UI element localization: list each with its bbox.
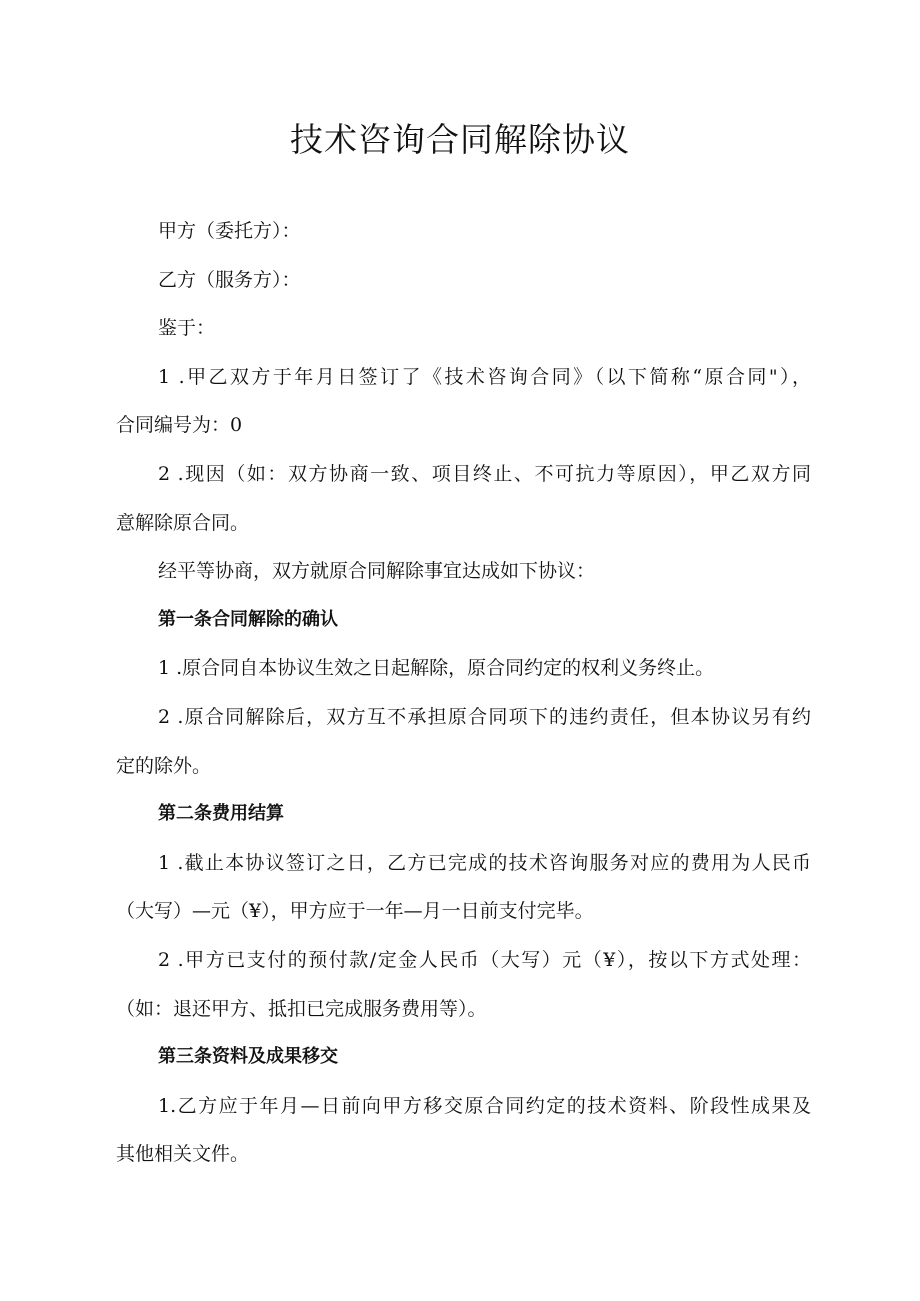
paragraph-line: 其他相关文件。 (116, 1143, 250, 1166)
paragraph-line: 2 .原合同解除后，双方互不承担原合同项下的违约责任，但本协议另有约 (158, 705, 811, 728)
whereas-line: 鉴于： (158, 317, 216, 340)
paragraph-line: 1 .截止本协议签订之日，乙方已完成的技术咨询服务对应的费用为人民币 (158, 851, 811, 874)
paragraph-line: 1.乙方应于年月—日前向甲方移交原合同约定的技术资料、阶段性成果及 (158, 1094, 811, 1117)
paragraph-line: 意解除原合同。 (116, 511, 250, 534)
paragraph-line: 2 .甲方已支付的预付款/定金人民币（大写）元（¥），按以下方式处理： (158, 948, 811, 971)
party-b-line: 乙方（服务方）： (158, 268, 301, 291)
paragraph-line: （大写）—元（¥），甲方应于一年—月一日前支付完毕。 (116, 900, 594, 923)
paragraph-line: 合同编号为：0 (116, 414, 243, 437)
paragraph-line: 1 .甲乙双方于年月日签订了《技术咨询合同》（以下简称“原合同"）， (158, 365, 811, 388)
paragraph-line: 1 .原合同自本协议生效之日起解除，原合同约定的权利义务终止。 (158, 657, 715, 680)
paragraph-line: 定的除外。 (116, 754, 212, 777)
paragraph-line: 2 .现因（如：双方协商一致、项目终止、不可抗力等原因），甲乙双方同 (158, 462, 811, 485)
document-title: 技术咨询合同解除协议 (290, 120, 630, 159)
paragraph-line: 经平等协商，双方就原合同解除事宜达成如下协议： (158, 560, 596, 583)
section-heading-2: 第二条费用结算 (158, 803, 284, 825)
party-a-line: 甲方（委托方）： (158, 220, 301, 242)
document-body (116, 207, 811, 1179)
section-heading-1: 第一条合同解除的确认 (158, 608, 338, 630)
section-heading-3: 第三条资料及成果移交 (158, 1046, 338, 1068)
paragraph-line: （如：退还甲方、抵扣已完成服务费用等）。 (116, 997, 487, 1020)
